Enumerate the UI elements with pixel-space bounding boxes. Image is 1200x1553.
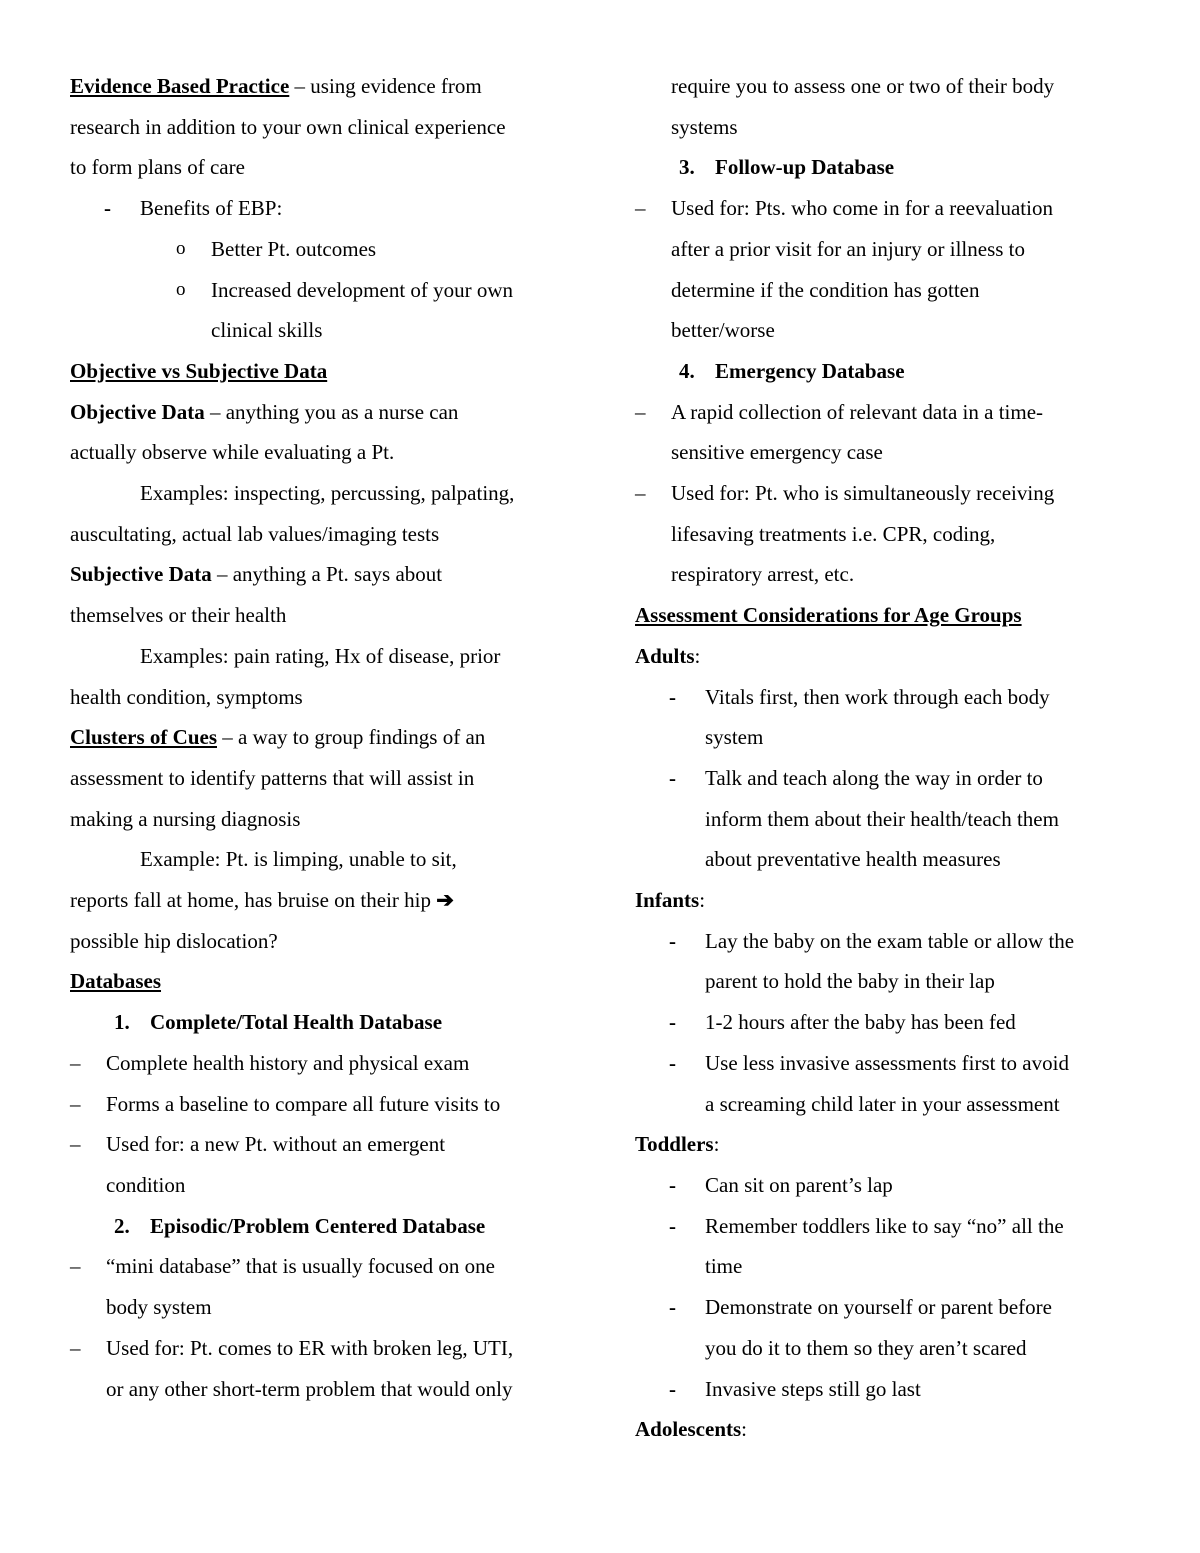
numbered-heading-text: Follow-up Database bbox=[715, 155, 895, 180]
list-item-text: after a prior visit for an injury or illness to bbox=[671, 236, 1025, 261]
age-group-label bbox=[635, 636, 1135, 677]
examples-line: Examples: inspecting, percussing, palpating, bbox=[140, 481, 515, 506]
list-item-text: 1-2 hours after the baby has been fed bbox=[705, 1010, 1016, 1035]
list-item bbox=[70, 1124, 570, 1165]
left-column bbox=[70, 66, 570, 1409]
arrow-right-icon: ➔ bbox=[436, 888, 454, 913]
list-item-text: Lay the baby on the exam table or allow the bbox=[705, 928, 1075, 953]
circle-bullet: o bbox=[176, 237, 186, 259]
cues-paragraph bbox=[70, 717, 570, 758]
list-item-text: inform them about their health/teach them bbox=[705, 806, 1059, 831]
dash-bullet: - bbox=[669, 1050, 676, 1075]
list-number: 1. bbox=[114, 1010, 130, 1035]
list-item-text: Use less invasive assessments first to avoid bbox=[705, 1050, 1069, 1075]
list-item-continuation bbox=[635, 432, 1135, 473]
dash-bullet: – bbox=[70, 1091, 81, 1116]
subjective-term: Subjective Data bbox=[70, 562, 212, 587]
dash-bullet: – bbox=[635, 399, 646, 424]
age-group-label bbox=[635, 880, 1135, 921]
example-line: possible hip dislocation? bbox=[70, 928, 278, 953]
numbered-heading-text: Episodic/Problem Centered Database bbox=[150, 1213, 486, 1238]
list-item-text: time bbox=[705, 1254, 743, 1279]
example-line: Example: Pt. is limping, unable to sit, bbox=[140, 847, 457, 872]
list-item-text: Invasive steps still go last bbox=[705, 1376, 921, 1401]
list-item bbox=[70, 188, 570, 229]
dash-bullet: - bbox=[669, 1172, 676, 1197]
list-item-text: Used for: a new Pt. without an emergent bbox=[106, 1132, 446, 1157]
examples-line: health condition, symptoms bbox=[70, 684, 303, 709]
list-item bbox=[70, 1043, 570, 1084]
examples-line: Examples: pain rating, Hx of disease, prior bbox=[140, 643, 501, 668]
dash-bullet: – bbox=[70, 1050, 81, 1075]
numbered-heading bbox=[635, 147, 1135, 188]
list-item-text: a screaming child later in your assessment bbox=[705, 1091, 1060, 1116]
right-column bbox=[635, 66, 1135, 1450]
dash-bullet: - bbox=[669, 765, 676, 790]
colon: : bbox=[699, 888, 706, 913]
list-item-continuation bbox=[635, 799, 1135, 840]
subjective-paragraph bbox=[70, 554, 570, 595]
dash-bullet: - bbox=[669, 1376, 676, 1401]
list-item bbox=[635, 758, 1135, 799]
list-item-text: Better Pt. outcomes bbox=[211, 236, 377, 261]
dash-bullet: - bbox=[669, 1295, 676, 1320]
list-item bbox=[635, 1043, 1135, 1084]
list-item-text: require you to assess one or two of their body bbox=[671, 74, 1055, 98]
list-item-text: sensitive emergency case bbox=[671, 440, 883, 465]
colon: : bbox=[741, 1417, 748, 1442]
list-item-continuation bbox=[70, 310, 570, 351]
dash-bullet: – bbox=[70, 1254, 81, 1279]
dash-bullet: - bbox=[104, 196, 111, 221]
list-item-text: you do it to them so they aren’t scared bbox=[705, 1335, 1027, 1360]
list-item-continuation bbox=[635, 229, 1135, 270]
objective-paragraph bbox=[70, 392, 570, 433]
ebp-definition-line: research in addition to your own clinical experience bbox=[70, 114, 506, 139]
list-item-text: respiratory arrest, etc. bbox=[671, 562, 855, 587]
dash-bullet: – bbox=[635, 481, 646, 506]
list-item-text: determine if the condition has gotten bbox=[671, 277, 980, 302]
list-item-continuation bbox=[635, 66, 1135, 107]
dash-bullet: - bbox=[669, 1213, 676, 1238]
age-group-name: Infants bbox=[635, 888, 700, 913]
cues-definition: – a way to group findings of an bbox=[217, 725, 486, 750]
dash-bullet: – bbox=[635, 196, 646, 221]
circle-bullet: o bbox=[176, 278, 186, 300]
numbered-heading-text: Complete/Total Health Database bbox=[150, 1010, 443, 1035]
list-item-text: Used for: Pt. who is simultaneously receiving bbox=[671, 481, 1055, 506]
list-number: 2. bbox=[114, 1213, 130, 1238]
list-item-text: Forms a baseline to compare all future visits to bbox=[106, 1091, 501, 1116]
example-text: reports fall at home, has bruise on their hip bbox=[70, 888, 437, 913]
list-item-text: body system bbox=[106, 1295, 212, 1320]
list-item-text: Complete health history and physical exam bbox=[106, 1050, 470, 1075]
list-item bbox=[635, 188, 1135, 229]
ebp-paragraph bbox=[70, 66, 570, 107]
list-item-continuation bbox=[70, 1369, 570, 1410]
list-item-text: A rapid collection of relevant data in a time- bbox=[671, 399, 1044, 424]
list-item-text: Vitals first, then work through each body bbox=[705, 684, 1050, 709]
examples-line: auscultating, actual lab values/imaging tests bbox=[70, 521, 440, 546]
age-group-name: Adolescents bbox=[635, 1417, 742, 1442]
subjective-definition-line: themselves or their health bbox=[70, 603, 287, 628]
numbered-heading bbox=[70, 1002, 570, 1043]
list-item bbox=[635, 1165, 1135, 1206]
ebp-term: Evidence Based Practice bbox=[70, 74, 290, 98]
list-item-text: condition bbox=[106, 1172, 186, 1197]
numbered-heading bbox=[70, 1206, 570, 1247]
list-item bbox=[635, 921, 1135, 962]
dash-bullet: – bbox=[70, 1132, 81, 1157]
list-item-text: lifesaving treatments i.e. CPR, coding, bbox=[671, 521, 996, 546]
list-item-text: Talk and teach along the way in order to bbox=[705, 765, 1043, 790]
numbered-heading bbox=[635, 351, 1135, 392]
list-item-text: Demonstrate on yourself or parent before bbox=[705, 1295, 1052, 1320]
list-item-continuation bbox=[635, 554, 1135, 595]
list-item-text: Benefits of EBP: bbox=[140, 196, 283, 221]
list-item-continuation bbox=[635, 1328, 1135, 1369]
dash-bullet: - bbox=[669, 928, 676, 953]
list-item bbox=[635, 677, 1135, 718]
list-item bbox=[635, 1369, 1135, 1410]
cues-definition-line: assessment to identify patterns that will assist in bbox=[70, 765, 475, 790]
list-item-text: parent to hold the baby in their lap bbox=[705, 969, 995, 994]
list-item-text: “mini database” that is usually focused on one bbox=[106, 1254, 495, 1279]
list-item bbox=[635, 392, 1135, 433]
numbered-heading-text: Emergency Database bbox=[715, 358, 905, 383]
objective-term: Objective Data bbox=[70, 399, 205, 424]
section-heading: Objective vs Subjective Data bbox=[70, 358, 328, 383]
list-item-text: about preventative health measures bbox=[705, 847, 1001, 872]
list-item-text: or any other short-term problem that would only bbox=[106, 1376, 513, 1401]
list-item bbox=[635, 473, 1135, 514]
list-item-continuation bbox=[70, 1165, 570, 1206]
list-item-text: clinical skills bbox=[211, 318, 323, 343]
cues-term: Clusters of Cues bbox=[70, 725, 217, 750]
list-item bbox=[635, 1287, 1135, 1328]
list-item-text: better/worse bbox=[671, 318, 775, 343]
list-item-text: Used for: Pts. who come in for a reevaluation bbox=[671, 196, 1053, 221]
age-group-label bbox=[635, 1409, 1135, 1450]
list-item-text: Remember toddlers like to say “no” all the bbox=[705, 1213, 1064, 1238]
list-number: 4. bbox=[679, 358, 695, 383]
example-line bbox=[70, 880, 570, 921]
list-item bbox=[70, 270, 570, 311]
ebp-definition: – using evidence from bbox=[289, 74, 482, 98]
list-item bbox=[635, 1002, 1135, 1043]
list-item-text: Can sit on parent’s lap bbox=[705, 1172, 893, 1197]
list-item-text: Increased development of your own bbox=[211, 277, 514, 302]
dash-bullet: - bbox=[669, 684, 676, 709]
list-item-continuation bbox=[635, 1084, 1135, 1125]
dash-bullet: - bbox=[669, 1010, 676, 1035]
colon: : bbox=[713, 1132, 720, 1157]
age-group-label bbox=[635, 1124, 1135, 1165]
age-group-name: Adults bbox=[635, 643, 695, 668]
objective-definition-line: actually observe while evaluating a Pt. bbox=[70, 440, 395, 465]
list-item-text: system bbox=[705, 725, 764, 750]
list-item-continuation bbox=[635, 107, 1135, 148]
objective-definition: – anything you as a nurse can bbox=[204, 399, 459, 424]
ebp-definition-line: to form plans of care bbox=[70, 155, 245, 180]
list-item-text: systems bbox=[671, 114, 738, 139]
list-item bbox=[635, 1206, 1135, 1247]
list-item bbox=[70, 1328, 570, 1369]
section-heading: Databases bbox=[70, 969, 162, 994]
subjective-definition: – anything a Pt. says about bbox=[211, 562, 443, 587]
list-item-continuation bbox=[635, 514, 1135, 555]
list-item-continuation bbox=[635, 270, 1135, 311]
list-item-continuation bbox=[635, 310, 1135, 351]
dash-bullet: – bbox=[70, 1335, 81, 1360]
list-item-continuation bbox=[70, 1287, 570, 1328]
list-item-continuation bbox=[635, 961, 1135, 1002]
colon: : bbox=[694, 643, 701, 668]
list-number: 3. bbox=[679, 155, 695, 180]
list-item-continuation bbox=[635, 717, 1135, 758]
list-item bbox=[70, 229, 570, 270]
list-item bbox=[70, 1246, 570, 1287]
list-item-continuation bbox=[635, 1246, 1135, 1287]
cues-definition-line: making a nursing diagnosis bbox=[70, 806, 301, 831]
list-item-continuation bbox=[635, 839, 1135, 880]
list-item-text: Used for: Pt. comes to ER with broken leg, UTI, bbox=[106, 1335, 514, 1360]
list-item bbox=[70, 1084, 570, 1125]
age-group-name: Toddlers bbox=[635, 1132, 714, 1157]
section-heading: Assessment Considerations for Age Groups bbox=[635, 603, 1022, 628]
